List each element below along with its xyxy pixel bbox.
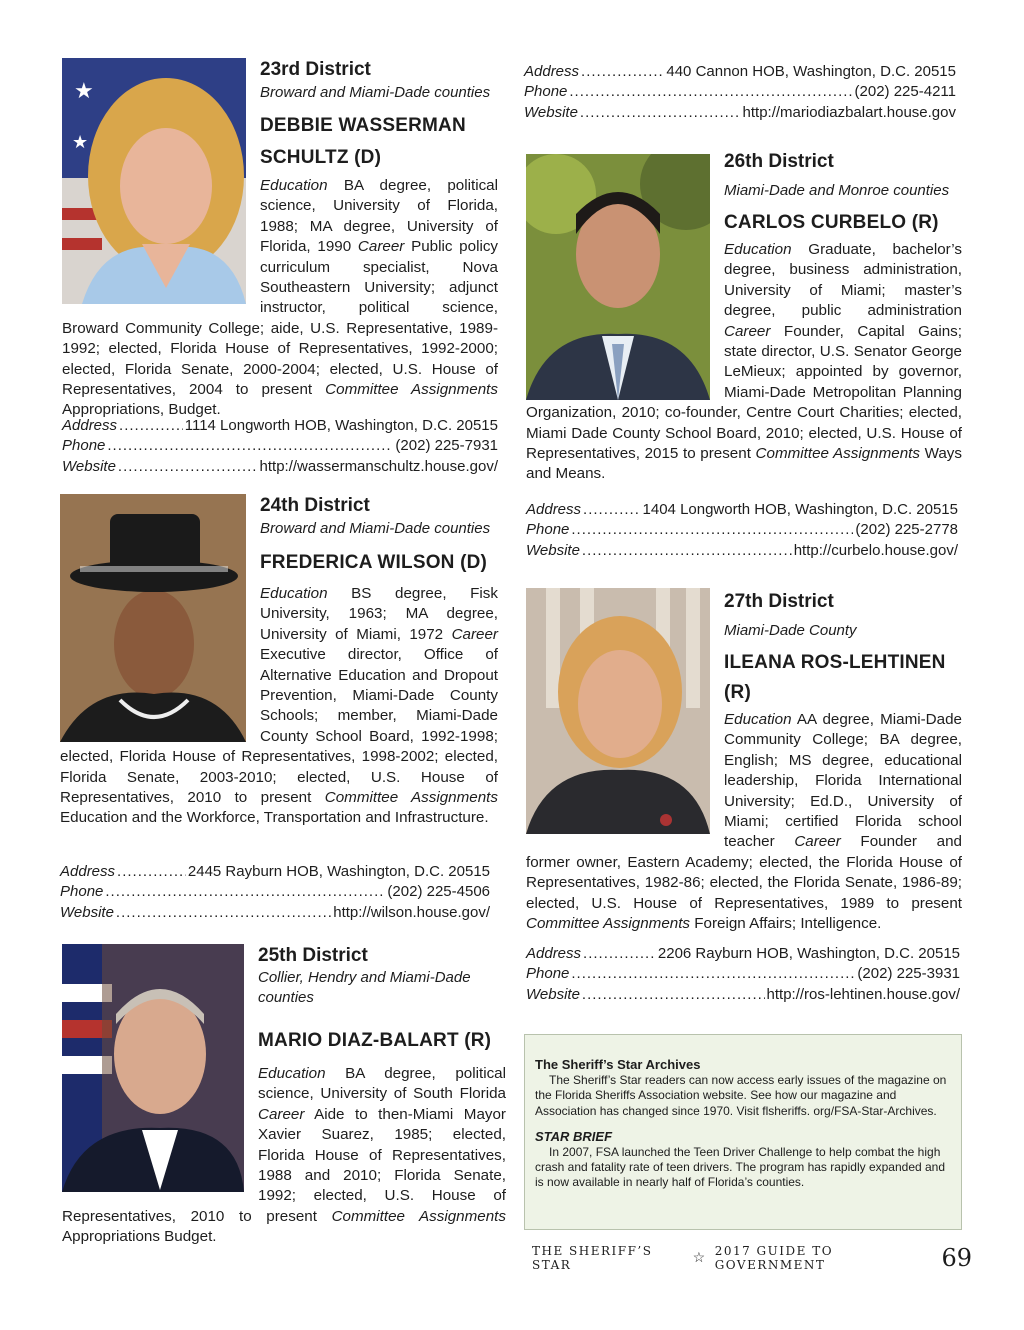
portrait-photo xyxy=(62,58,246,304)
address-value: 1114 Longworth HOB, Washington, D.C. 20515 xyxy=(184,417,498,434)
portrait-ros-lehtinen xyxy=(526,588,710,834)
page-number: 69 xyxy=(941,1244,972,1272)
bio-text: Appropriations Budget. xyxy=(62,1228,217,1246)
page-footer xyxy=(532,1240,972,1276)
bio-section-label: Education xyxy=(260,585,328,602)
district-counties: Broward and Miami-Dade counties xyxy=(260,84,491,101)
phone-value: (202) 225-7931 xyxy=(395,437,498,455)
profile-24th-district xyxy=(60,494,498,829)
contact-block xyxy=(526,944,960,1005)
address-value: 1404 Longworth HOB, Washington, D.C. 20515 xyxy=(642,501,958,518)
address-row xyxy=(524,62,956,82)
phone-value: (202) 225-4211 xyxy=(854,83,956,101)
bio-text: Executive director, Office of Alternative Education and Dropout Prevention, Miami-Dade County Schools; member, Miami-Dade County School Board, 1992-1998; elected, Florida House of Representatives, 1998-2002; elected, Florida Senate, 2003-2010; elected, U.S. House of Representatives, 2010 to present xyxy=(60,646,498,807)
address-value: 2445 Rayburn HOB, Washington, D.C. 20515 xyxy=(187,863,490,880)
bio-text: Founder and former owner, Eastern Academy; elected, the Florida House of Representatives, 1982-86; elected, the Florida Senate, 1986-89; elected, U.S. House of Representatives, 1989 to present xyxy=(526,833,962,912)
bio-text: AA degree, Miami-Dade Community College; BA degree, English; MS degree, educational leadership, Florida International University; Ed.D., University of Miami; certified Florida school teacher xyxy=(724,711,962,851)
profile-23rd-district xyxy=(62,58,498,421)
website-link[interactable]: http://curbelo.house.gov/ xyxy=(793,541,958,559)
bio-text: Public policy curriculum specialist, Nova Southeastern University; adjunct instructor, political science, Broward Community College; aide, U.S. Representative, 1989-1992; elected, Florida House of Representatives, 1992-2000; elected, Florida Senate, 2000-2004; elected, U.S. House of Representatives, 2004 to present xyxy=(62,238,499,399)
phone-row xyxy=(60,882,490,902)
representative-name: FREDERICA WILSON (D) xyxy=(260,552,488,573)
bio-section-label: Career xyxy=(724,322,771,340)
bio-text: Graduate, bachelor’s degree, business administration, University of Miami; master’s degree, public administration xyxy=(724,241,962,320)
svg-text:★: ★ xyxy=(72,132,89,152)
district-counties: Miami-Dade and Monroe counties xyxy=(724,182,950,199)
bio-section-label: Education xyxy=(260,177,328,194)
bio-text: BA degree, political science, University of South Florida xyxy=(258,1065,506,1103)
address-label: Address xyxy=(62,417,118,434)
district-heading: 26th District xyxy=(724,151,834,172)
website-link[interactable]: http://mariodiazbalart.house.gov xyxy=(742,103,956,121)
contact-block xyxy=(60,862,490,923)
portrait-wilson xyxy=(60,494,246,742)
website-link[interactable]: http://wassermanschultz.house.gov/ xyxy=(259,457,498,475)
bio-text: Appropriations, Budget. xyxy=(62,401,221,419)
bio-text: BS degree, Fisk University, 1963; MA degree, University of Miami, 1972 xyxy=(260,585,498,643)
sidebar-heading: The Sheriff’s Star Archives xyxy=(535,1057,701,1072)
address-row xyxy=(526,500,958,520)
svg-text:★: ★ xyxy=(74,78,94,103)
bio-section-label: Career xyxy=(794,833,841,851)
portrait-photo xyxy=(60,494,246,742)
website-link[interactable]: http://ros-lehtinen.house.gov/ xyxy=(766,985,960,1003)
representative-name: ILEANA ROS-LEHTINEN (R) xyxy=(724,652,946,703)
representative-name: CARLOS CURBELO (R) xyxy=(724,212,939,233)
phone-value: (202) 225-4506 xyxy=(387,883,490,901)
star-brief-heading: STAR BRIEF xyxy=(535,1129,613,1145)
phone-label: Phone xyxy=(526,521,570,539)
representative-name: MARIO DIAZ-BALART (R) xyxy=(258,1030,492,1051)
bio-section-label: Committee Assignments xyxy=(325,381,498,399)
phone-label: Phone xyxy=(60,883,104,901)
district-counties: Miami-Dade County xyxy=(724,622,857,639)
archives-sidebar xyxy=(524,1034,962,1230)
phone-row xyxy=(526,964,960,984)
website-label: Website xyxy=(526,541,580,559)
bio-section-label: Education xyxy=(724,711,792,728)
website-label: Website xyxy=(526,985,580,1003)
contact-block xyxy=(526,500,958,561)
address-label: Address xyxy=(526,945,582,962)
phone-label: Phone xyxy=(524,83,568,101)
profile-26th-district xyxy=(526,150,962,485)
contact-block xyxy=(62,416,498,477)
bio-section-label: Career xyxy=(258,1105,305,1123)
website-row xyxy=(60,903,490,923)
district-heading: 27th District xyxy=(724,591,834,612)
star-icon: ☆ xyxy=(692,1250,707,1266)
bio-text: BA degree, political science, University of Florida, 1988; MA degree, University of Florida, 1990 xyxy=(260,177,498,256)
phone-label: Phone xyxy=(62,437,106,455)
district-heading: 25th District xyxy=(258,945,368,966)
phone-value: (202) 225-2778 xyxy=(855,521,958,539)
bio-section-label: Education xyxy=(258,1065,326,1082)
address-value: 440 Cannon HOB, Washington, D.C. 20515 xyxy=(666,63,956,80)
footer-guide: 2017 GUIDE TO GOVERNMENT xyxy=(714,1244,834,1272)
website-label: Website xyxy=(62,457,116,475)
bio-section-label: Committee Assignments xyxy=(324,789,498,807)
bio-text: Education and the Workforce, Transportation and Infrastructure. xyxy=(60,809,489,827)
phone-row xyxy=(524,82,956,102)
bio-section-label: Career xyxy=(357,238,405,256)
portrait-photo xyxy=(526,588,710,834)
contact-block xyxy=(524,62,956,123)
sidebar-text: The Sheriff’s Star readers can now access early issues of the magazine on the Florida Sheriffs Association website. See how our magazine and Association has changed since 1970. Visit flsheriffs. org/FSA-Star-Archives. xyxy=(535,1073,947,1118)
phone-value: (202) 225-3931 xyxy=(857,965,960,983)
bio-section-label: Committee Assignments xyxy=(526,915,691,933)
address-row xyxy=(62,416,498,436)
portrait-photo xyxy=(526,154,710,400)
website-row xyxy=(526,541,958,561)
district-heading: 24th District xyxy=(260,495,370,516)
bio-text: Founder, Capital Gains; state director, U.S. Senator George LeMieux; appointed by governor, Miami-Dade Metropolitan Planning Organization, 2010; co-founder, Centre Court Charities; elected, Miami Dade County School Board, 2010; elected, U.S. House of Representatives, 2015 to present xyxy=(526,322,962,463)
phone-label: Phone xyxy=(526,965,570,983)
phone-row xyxy=(62,436,498,456)
district-counties: Broward and Miami-Dade counties xyxy=(260,520,491,537)
bio-text: Ways and Means. xyxy=(526,445,962,483)
bio-section-label: Committee Assignments xyxy=(755,445,920,463)
address-label: Address xyxy=(526,501,582,518)
website-label: Website xyxy=(60,903,114,921)
name-line-1: DEBBIE WASSERMAN xyxy=(260,115,466,136)
website-label: Website xyxy=(524,103,578,121)
portrait-curbelo xyxy=(526,154,710,400)
footer-publication: THE SHERIFF’S STAR xyxy=(532,1244,653,1272)
bio-text: Aide to then-Miami Mayor Xavier Suarez, 1985; elected, Florida House of Representatives, 1988 and 2010; Florida Senate, 1992; elected, U.S. House of Representatives, 2010 to present xyxy=(62,1105,506,1225)
profile-27th-district xyxy=(526,588,962,934)
portrait-photo xyxy=(62,944,244,1192)
website-row xyxy=(62,457,498,477)
address-row xyxy=(526,944,960,964)
star-brief-text: In 2007, FSA launched the Teen Driver Challenge to help combat the high crash and fatality rate of teen drivers. The program has rapidly expanded and is now available in nearly half of Florida’s counties. xyxy=(535,1144,946,1190)
bio-text: Foreign Affairs; Intelligence. xyxy=(690,915,882,933)
profile-25th-district xyxy=(62,944,506,1248)
website-row xyxy=(526,985,960,1005)
website-row xyxy=(524,103,956,123)
website-link[interactable]: http://wilson.house.gov/ xyxy=(333,903,490,921)
name-line-2: SCHULTZ (D) xyxy=(260,147,382,168)
address-row xyxy=(60,862,490,882)
portrait-diaz-balart xyxy=(62,944,244,1192)
bio-section-label: Career xyxy=(451,625,498,643)
address-value: 2206 Rayburn HOB, Washington, D.C. 20515 xyxy=(657,945,960,962)
address-label: Address xyxy=(60,863,116,880)
address-label: Address xyxy=(524,63,580,80)
district-heading: 23rd District xyxy=(260,59,371,80)
district-counties: Collier, Hendry and Miami-Dade counties xyxy=(258,969,471,1006)
bio-section-label: Committee Assignments xyxy=(331,1207,506,1225)
phone-row xyxy=(526,520,958,540)
bio-section-label: Education xyxy=(724,241,792,258)
portrait-wasserman-schultz xyxy=(62,58,246,304)
